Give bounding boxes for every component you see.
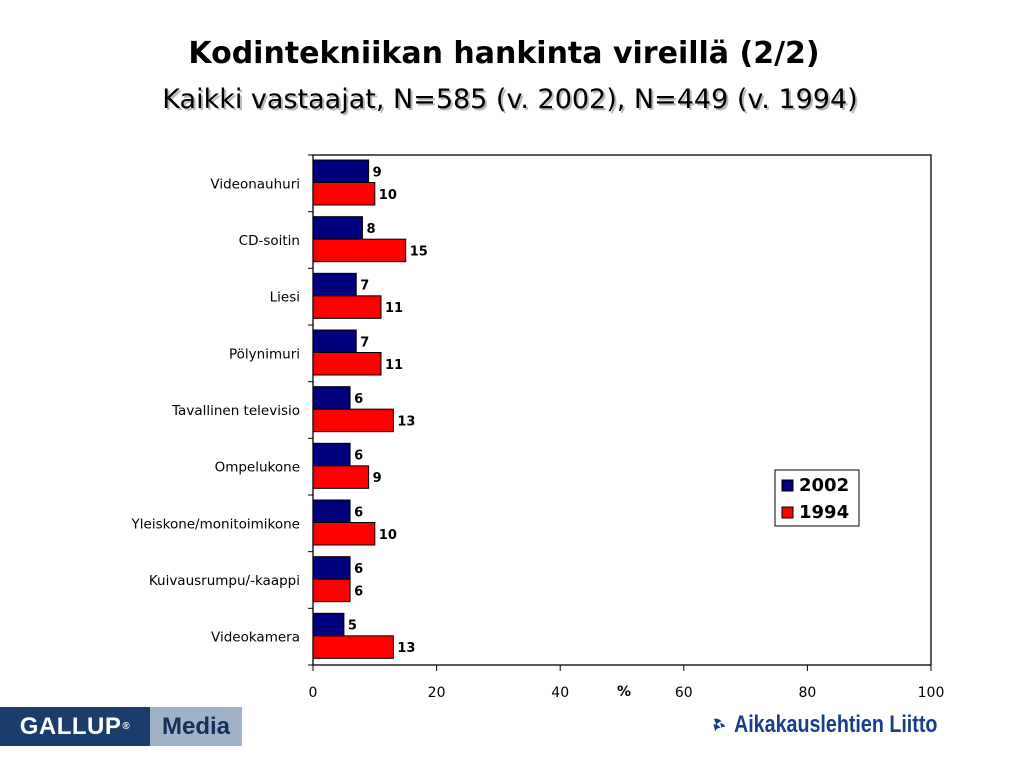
category-label: Pölynimuri: [229, 346, 300, 363]
x-tick-label: 100: [917, 685, 945, 700]
bar-1994: [313, 466, 369, 489]
bar-2002: [313, 613, 344, 636]
data-label-2002: 5: [347, 618, 357, 634]
data-label-2002: 6: [354, 448, 364, 464]
bar-2002: [313, 273, 356, 296]
x-tick-label: 60: [674, 685, 693, 700]
x-tick-label: 40: [551, 685, 570, 700]
bar-2002: [313, 330, 356, 353]
category-label: Yleiskone/monitoimikone: [131, 516, 300, 533]
legend-label-1994: 1994: [799, 502, 850, 523]
data-label-1994: 9: [372, 471, 382, 487]
bar-1994: [313, 353, 381, 376]
bar-1994: [313, 409, 393, 432]
legend-swatch-1994: [782, 507, 793, 518]
category-label: Kuivausrumpu/-kaappi: [148, 573, 300, 589]
legend-label-2002: 2002: [799, 475, 850, 496]
aikakauslehtien-liitto-logo: [712, 700, 982, 750]
gallup-logo-text: GALLUP ®: [0, 707, 150, 746]
legend-swatch-2002: [782, 480, 793, 491]
aikakauslehtien-liitto-text: Aikakauslehtien Liitto: [733, 711, 938, 738]
data-label-1994: 11: [384, 301, 404, 317]
x-axis-label: %: [616, 684, 632, 700]
data-label-1994: 6: [354, 584, 364, 600]
x-tick-label: 80: [798, 685, 817, 700]
bar-2002: [313, 387, 350, 410]
data-label-1994: 15: [409, 244, 428, 260]
bar-1994: [313, 523, 375, 546]
category-label: Videokamera: [211, 629, 300, 646]
data-label-2002: 9: [372, 165, 382, 181]
data-label-2002: 6: [354, 561, 364, 577]
data-label-2002: 6: [354, 391, 364, 407]
bar-2002: [313, 500, 350, 523]
bar-1994: [313, 636, 393, 659]
data-label-2002: 7: [360, 335, 370, 351]
bar-1994: [313, 239, 406, 262]
data-label-2002: 6: [354, 505, 364, 521]
bar-1994: [313, 296, 381, 319]
x-tick-label: 0: [308, 685, 318, 700]
category-label: CD-soitin: [238, 233, 300, 249]
bar-2002: [313, 160, 369, 183]
data-label-1994: 13: [397, 414, 416, 430]
data-label-1994: 11: [384, 357, 404, 373]
data-label-1994: 10: [378, 187, 397, 203]
data-label-1994: 10: [378, 527, 397, 543]
chart-subtitle: Kaikki vastaajat, N=585 (v. 2002), N=449 (v. 1994): [162, 84, 858, 115]
media-logo-text: Media: [150, 707, 242, 746]
category-label: Ompelukone: [214, 459, 300, 476]
chart-title: Kodintekniikan hankinta vireillä (2/2): [188, 36, 820, 71]
data-label-2002: 7: [360, 278, 370, 294]
bar-2002: [313, 557, 350, 580]
aikakauslehtien-liitto-emblem-icon: [712, 701, 726, 749]
bar-1994: [313, 183, 375, 206]
data-label-2002: 8: [366, 221, 376, 237]
gallup-media-logo: [0, 707, 242, 746]
bar-2002: [313, 217, 362, 240]
plot-area: [313, 155, 931, 665]
category-label: Liesi: [269, 289, 300, 306]
bar-2002: [313, 443, 350, 466]
bar-1994: [313, 579, 350, 602]
x-tick-label: 20: [427, 685, 446, 700]
category-label: Tavallinen televisio: [172, 403, 300, 419]
data-label-1994: 13: [397, 641, 416, 657]
category-label: Videonauhuri: [210, 176, 300, 193]
